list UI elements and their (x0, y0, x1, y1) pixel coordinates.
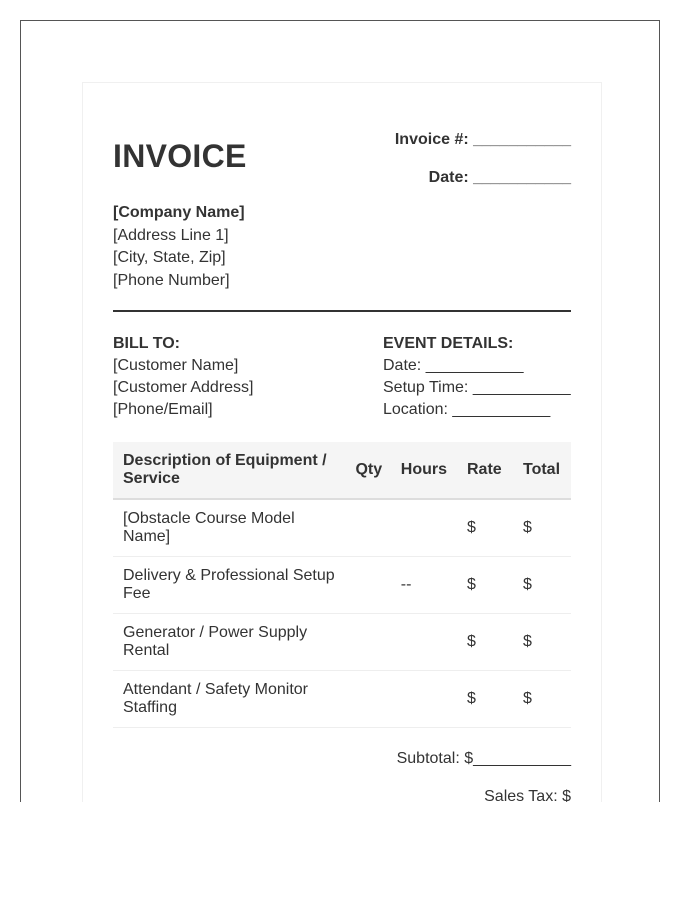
item-rate[interactable]: $ (457, 671, 513, 728)
header-rate: Rate (467, 461, 502, 478)
item-rate[interactable]: $ (457, 499, 513, 557)
item-hours[interactable]: -- (391, 557, 457, 614)
item-qty[interactable] (347, 557, 391, 614)
header-qty: Qty (355, 461, 383, 478)
company-name: [Company Name] (113, 204, 245, 221)
customer-address: [Customer Address] (113, 379, 254, 396)
item-total[interactable]: $ (513, 671, 571, 728)
totals-section (397, 749, 571, 802)
invoice-date-field[interactable]: Date: ___________ (428, 169, 571, 186)
item-hours[interactable] (391, 671, 457, 728)
header-hours: Hours (400, 461, 447, 478)
customer-name: [Customer Name] (113, 357, 239, 374)
item-total[interactable]: $ (513, 614, 571, 671)
bill-to-section (113, 333, 254, 421)
company-address-line-1: [Address Line 1] (113, 226, 229, 244)
item-qty[interactable] (347, 671, 391, 728)
table-row (113, 671, 571, 728)
line-items-table (113, 442, 571, 728)
invoice-title: INVOICE (113, 138, 247, 174)
item-description: Delivery & Professional Setup Fee (113, 557, 347, 614)
item-description: Attendant / Safety Monitor Staffing (113, 671, 347, 728)
event-details-section (383, 333, 571, 421)
item-rate[interactable]: $ (457, 557, 513, 614)
table-row (113, 557, 571, 614)
item-qty[interactable] (347, 499, 391, 557)
event-date-field[interactable]: Date: ___________ (383, 357, 524, 374)
header-divider (113, 310, 571, 312)
item-description: [Obstacle Course Model Name] (113, 499, 347, 557)
item-hours[interactable] (391, 614, 457, 671)
company-city-state-zip: [City, State, Zip] (113, 249, 226, 266)
company-phone: [Phone Number] (113, 271, 230, 289)
header-description: Description of Equipment / Service (123, 452, 327, 487)
table-header-row (113, 442, 571, 499)
company-info (113, 202, 245, 292)
invoice-number-field[interactable]: Invoice #: ___________ (394, 131, 571, 148)
invoice-page (82, 82, 602, 802)
subtotal-field[interactable]: Subtotal: $___________ (396, 750, 571, 767)
customer-phone-email: [Phone/Email] (113, 401, 213, 418)
event-details-heading: EVENT DETAILS: (383, 335, 514, 352)
item-hours[interactable] (391, 499, 457, 557)
event-setup-time-field[interactable]: Setup Time: ___________ (383, 379, 571, 396)
table-row (113, 614, 571, 671)
sales-tax-field[interactable]: Sales Tax: $ (484, 788, 571, 802)
item-qty[interactable] (347, 614, 391, 671)
event-location-field[interactable]: Location: ___________ (383, 401, 551, 418)
item-rate[interactable]: $ (457, 614, 513, 671)
invoice-meta (395, 130, 571, 206)
item-total[interactable]: $ (513, 499, 571, 557)
table-row (113, 499, 571, 557)
item-description: Generator / Power Supply Rental (113, 614, 347, 671)
bill-to-heading: BILL TO: (113, 335, 180, 352)
document-frame (20, 20, 660, 802)
item-total[interactable]: $ (513, 557, 571, 614)
header-total: Total (522, 461, 561, 478)
